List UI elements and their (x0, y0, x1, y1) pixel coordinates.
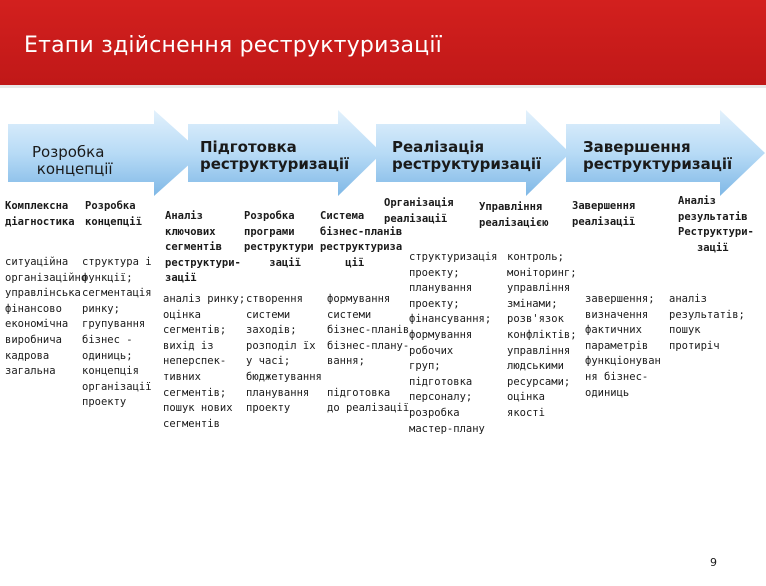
stage-label-preparation: Підготовка реструктуризації (200, 138, 350, 173)
page-number: 9 (710, 556, 717, 569)
col1-list-concept: структура і функції; сегментація ринку; групування бізнес - одиниць; концепція організації проекту (82, 256, 152, 409)
col4-list-results: аналіз результатів; пошук протиріч (669, 293, 745, 352)
col2-list-segment-analysis: аналіз ринку; оцінка сегментів; вихід із неперспек- тивних сегментів; пошук нових сегментів (163, 293, 246, 430)
col1-heading-diagnostics: Комплексна діагностика (5, 200, 75, 228)
col4-list-completion: завершення; визначення фактичних параметрів функціонуван ня бізнес- одиниць (585, 293, 661, 399)
stage-label-implementation: Реалізація реструктуризації (392, 138, 542, 173)
col3-heading-organization: Організація реалізації (384, 197, 454, 225)
col3-list-organization: структуризація проекту; планування проекту; фінансування; формування робочих груп; підготовка персоналу; розробка мастер-плану (409, 251, 498, 435)
col1-list-diagnostics: ситуаційна організаційно управлінська фінансово економічна виробнича кадрова загальна (5, 256, 88, 378)
stage-label-concept: Розробка концепції (32, 143, 113, 178)
col2-heading-business-plans: Система бізнес-планів реструктуриза ції (320, 210, 403, 269)
title-bar-divider (0, 85, 766, 88)
col3-list-management: контроль; моніторинг; управління змінами; розв'язок конфліктів; управління людськими ресурсами; оцінка якості (507, 251, 577, 419)
col2-list-business-plans: формування системи бізнес-планів бізнес-плану- вання; підготовка до реалізації (327, 293, 410, 415)
col2-list-program: створення системи заходів; розподіл їх у часі; бюджетування планування проекту (246, 293, 322, 415)
slide-title: Етапи здійснення реструктуризації (24, 33, 442, 58)
col3-heading-management: Управління реалізацією (479, 201, 549, 229)
stage-label-completion: Завершення реструктуризації (583, 138, 733, 173)
col2-heading-segment-analysis: Аналіз ключових сегментів реструктури- зації (165, 210, 241, 285)
col4-heading-results: Аналіз результатів Реструктури- зації (678, 195, 754, 254)
col4-heading-completion: Завершення реалізації (572, 200, 636, 228)
col1-heading-concept: Розробка концепції (85, 200, 142, 228)
col2-heading-program: Розробка програми реструктури зації (244, 210, 314, 269)
